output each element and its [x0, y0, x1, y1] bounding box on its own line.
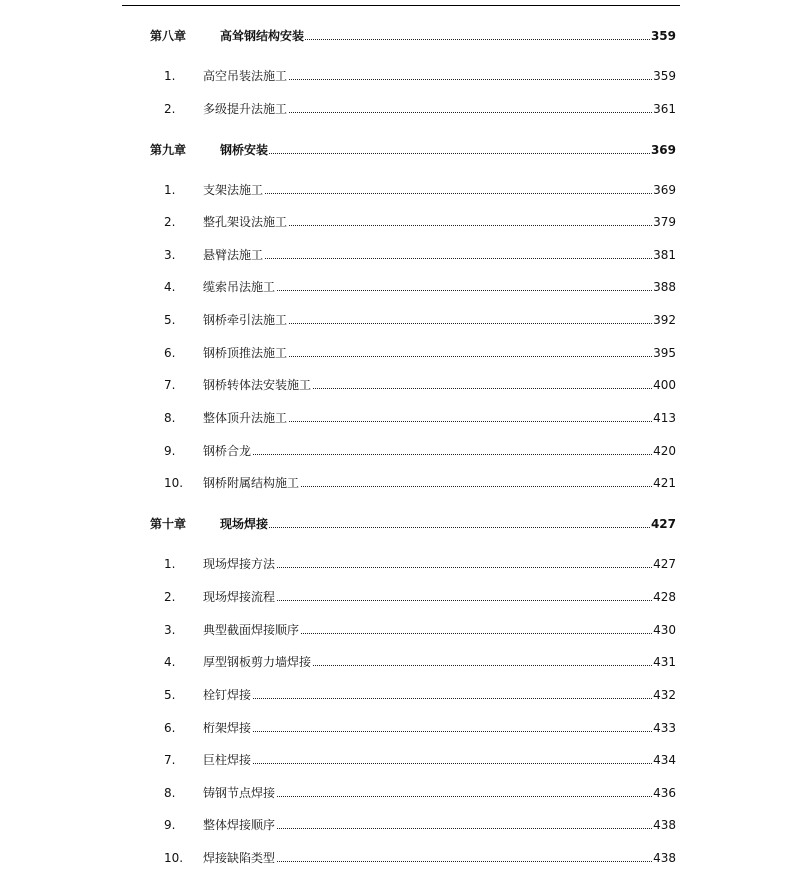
toc-item-10-10[interactable]	[0, 849, 797, 867]
item-title: 整体顶升法施工	[203, 411, 288, 425]
page-number: 392	[653, 313, 676, 327]
item-title: 钢桥附属结构施工	[203, 476, 300, 490]
item-number: 1.	[164, 557, 176, 571]
item-title: 典型截面焊接顺序	[203, 623, 300, 637]
item-number: 9.	[164, 818, 176, 832]
item-number: 10.	[164, 851, 184, 865]
page-number: 434	[653, 753, 676, 767]
item-number: 1.	[164, 69, 176, 83]
item-number: 2.	[164, 590, 176, 604]
item-title: 铸钢节点焊接	[203, 786, 276, 800]
page-number: 361	[653, 102, 676, 116]
dot-leader	[220, 153, 674, 154]
item-title: 厚型钢板剪力墙焊接	[203, 655, 312, 669]
dot-leader	[203, 454, 674, 455]
page-number: 359	[653, 69, 676, 83]
toc-item-10-6[interactable]	[0, 719, 797, 737]
item-title: 缆索吊法施工	[203, 280, 276, 294]
dot-leader	[203, 731, 674, 732]
page-number: 369	[650, 143, 676, 157]
toc-item-9-5[interactable]	[0, 311, 797, 329]
chapter-title: 钢桥安装	[220, 143, 269, 157]
chapter-number: 第八章	[150, 29, 187, 43]
dot-leader	[220, 527, 674, 528]
item-number: 4.	[164, 655, 176, 669]
item-title: 高空吊装法施工	[203, 69, 288, 83]
item-number: 2.	[164, 102, 176, 116]
toc-chapter-8[interactable]	[0, 27, 797, 45]
toc-item-10-8[interactable]	[0, 784, 797, 802]
item-number: 2.	[164, 215, 176, 229]
toc-item-10-9[interactable]	[0, 816, 797, 834]
toc-chapter-10[interactable]	[0, 515, 797, 533]
dot-leader	[203, 698, 674, 699]
item-number: 6.	[164, 346, 176, 360]
item-number: 4.	[164, 280, 176, 294]
item-title: 整孔架设法施工	[203, 215, 288, 229]
toc-item-9-7[interactable]	[0, 376, 797, 394]
item-title: 悬臂法施工	[203, 248, 264, 262]
page-number: 427	[653, 557, 676, 571]
item-number: 7.	[164, 753, 176, 767]
item-number: 5.	[164, 313, 176, 327]
toc-item-8-1[interactable]	[0, 67, 797, 85]
item-number: 6.	[164, 721, 176, 735]
page-number: 420	[653, 444, 676, 458]
page-number: 427	[650, 517, 676, 531]
page-number: 436	[653, 786, 676, 800]
header-rule	[122, 5, 680, 6]
page-number: 438	[653, 851, 676, 865]
dot-leader	[203, 193, 674, 194]
item-number: 8.	[164, 411, 176, 425]
toc-item-9-3[interactable]	[0, 246, 797, 264]
item-number: 1.	[164, 183, 176, 197]
item-title: 钢桥合龙	[203, 444, 252, 458]
item-number: 7.	[164, 378, 176, 392]
toc-item-9-6[interactable]	[0, 344, 797, 362]
item-title: 支架法施工	[203, 183, 264, 197]
item-title: 巨柱焊接	[203, 753, 252, 767]
toc-item-10-3[interactable]	[0, 621, 797, 639]
item-number: 5.	[164, 688, 176, 702]
page-number: 379	[653, 215, 676, 229]
page-number: 431	[653, 655, 676, 669]
toc-item-9-9[interactable]	[0, 442, 797, 460]
toc-item-9-8[interactable]	[0, 409, 797, 427]
item-title: 桁架焊接	[203, 721, 252, 735]
toc-item-10-1[interactable]	[0, 555, 797, 573]
page-number: 388	[653, 280, 676, 294]
item-title: 现场焊接方法	[203, 557, 276, 571]
item-number: 8.	[164, 786, 176, 800]
chapter-title: 高耸钢结构安装	[220, 29, 305, 43]
page-number: 369	[653, 183, 676, 197]
page-number: 428	[653, 590, 676, 604]
toc-item-10-4[interactable]	[0, 653, 797, 671]
page-number: 430	[653, 623, 676, 637]
item-title: 栓钉焊接	[203, 688, 252, 702]
page-number: 438	[653, 818, 676, 832]
page-number: 433	[653, 721, 676, 735]
chapter-number: 第十章	[150, 517, 187, 531]
page-number: 421	[653, 476, 676, 490]
toc-item-9-10[interactable]	[0, 474, 797, 492]
toc-item-10-2[interactable]	[0, 588, 797, 606]
chapter-number: 第九章	[150, 143, 187, 157]
item-number: 3.	[164, 623, 176, 637]
page-number: 359	[650, 29, 676, 43]
toc-item-10-7[interactable]	[0, 751, 797, 769]
item-title: 钢桥转体法安装施工	[203, 378, 312, 392]
item-title: 现场焊接流程	[203, 590, 276, 604]
page-number: 413	[653, 411, 676, 425]
item-title: 整体焊接顺序	[203, 818, 276, 832]
item-title: 钢桥顶推法施工	[203, 346, 288, 360]
toc-item-10-5[interactable]	[0, 686, 797, 704]
chapter-title: 现场焊接	[220, 517, 269, 531]
toc-item-8-2[interactable]	[0, 100, 797, 118]
dot-leader	[203, 258, 674, 259]
item-number: 10.	[164, 476, 184, 490]
toc-chapter-9[interactable]	[0, 141, 797, 159]
item-number: 3.	[164, 248, 176, 262]
item-title: 钢桥牵引法施工	[203, 313, 288, 327]
page-number: 400	[653, 378, 676, 392]
item-title: 多级提升法施工	[203, 102, 288, 116]
item-title: 焊接缺陷类型	[203, 851, 276, 865]
toc-item-9-2[interactable]	[0, 213, 797, 231]
item-number: 9.	[164, 444, 176, 458]
page-number: 432	[653, 688, 676, 702]
toc-item-9-4[interactable]	[0, 278, 797, 296]
page-number: 381	[653, 248, 676, 262]
toc-item-9-1[interactable]	[0, 181, 797, 199]
dot-leader	[203, 763, 674, 764]
page-number: 395	[653, 346, 676, 360]
